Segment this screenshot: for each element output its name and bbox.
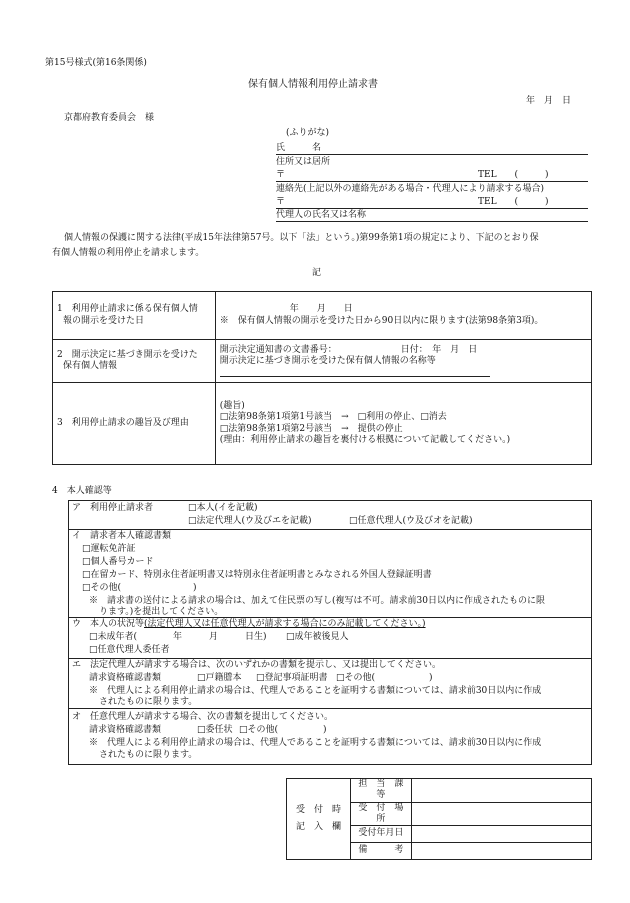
row3-label: 3 利用停止請求の趣旨及び理由 bbox=[53, 383, 216, 465]
row2-name-line[interactable] bbox=[220, 376, 490, 377]
ki-mark: 記 bbox=[312, 268, 322, 278]
section-e bbox=[68, 659, 592, 709]
receipt-row-label: 受付年月日 bbox=[350, 826, 411, 843]
address-line[interactable] bbox=[276, 181, 588, 182]
doc-date-label: 日付： 年 月 日 bbox=[400, 344, 478, 355]
tel-field: TEL ( ) bbox=[478, 170, 549, 180]
row1-label: 1 利用停止請求に係る保有個人情 報の開示を受けた日 bbox=[53, 292, 216, 340]
e-note-1: ※ 代理人による利用停止請求の場合は、代理人であることを証明する書類については、請求前30日以内に作成 bbox=[89, 686, 542, 696]
contact-label: 連絡先(上記以外の連絡先がある場合・代理人により請求する場合) bbox=[276, 184, 545, 194]
agent-name-line[interactable] bbox=[276, 221, 588, 222]
e-note-2: されたものに限ります。 bbox=[99, 697, 198, 707]
name-line[interactable] bbox=[276, 154, 588, 155]
postal-mark: 〒 bbox=[276, 197, 286, 207]
checkbox-voluntary-principal[interactable]: □任意代理人委任者 bbox=[89, 645, 170, 655]
section-u bbox=[68, 618, 592, 659]
purpose-option-2[interactable]: □法第98条第1項第2号該当 → 提供の停止 bbox=[219, 423, 403, 434]
receipt-row-value[interactable] bbox=[411, 826, 591, 843]
checkbox-minor[interactable]: □未成年者( 年 月 日生) bbox=[89, 632, 267, 642]
e-docs-label: 請求資格確認書類 bbox=[89, 673, 162, 683]
row2-label: 2 開示決定に基づき開示を受けた 保有個人情報 bbox=[53, 340, 216, 383]
receipt-row-label: 受 付 場 所 bbox=[350, 802, 411, 826]
receipt-row-value[interactable] bbox=[411, 802, 591, 826]
u-title: ウ 本人の状況等(法定代理人又は任意代理人が請求する場合にのみ記載してください。) bbox=[72, 619, 426, 629]
checkbox-family-register[interactable]: □戸籍謄本 bbox=[197, 673, 242, 683]
table-row bbox=[53, 340, 592, 383]
intro-line-2: 有個人情報の利用停止を請求します。 bbox=[52, 248, 205, 258]
request-date: 年 月 日 bbox=[526, 96, 572, 106]
table-row bbox=[53, 292, 592, 340]
request-detail-table bbox=[52, 291, 592, 465]
row3-value[interactable] bbox=[215, 383, 591, 465]
checkbox-drivers-license[interactable]: □運転免許証 bbox=[82, 544, 136, 554]
receipt-row-label: 担 当 課 等 bbox=[350, 779, 411, 803]
checkbox-voluntary-agent[interactable]: □任意代理人(ウ及びオを記載) bbox=[349, 516, 473, 526]
checkbox-residence-card[interactable]: □在留カード、特別永住者証明書又は特別永住者証明書とみなされる外国人登録証明書 bbox=[82, 570, 432, 580]
row2-docno-line bbox=[220, 345, 591, 356]
tel-field: TEL ( ) bbox=[478, 197, 549, 207]
i-note-2: ります。)を提出してください。 bbox=[99, 607, 224, 617]
o-title: オ 任意代理人が請求する場合、次の書類を提出してください。 bbox=[72, 712, 334, 722]
row1-note: ※ 保有個人情報の開示を受けた日から90日以内に限ります(法第98条第3項)。 bbox=[219, 315, 544, 326]
checkbox-self[interactable]: □本人(イを記載) bbox=[188, 503, 258, 513]
checkbox-legal-agent[interactable]: □法定代理人(ウ及びエを記載) bbox=[188, 516, 312, 526]
o-note-1: ※ 代理人による利用停止請求の場合は、代理人であることを証明する書類については、請求前30日以内に作成 bbox=[89, 738, 542, 748]
i-title: イ 請求者本人確認書類 bbox=[72, 531, 172, 541]
receipt-side-label: 受 付 時 記 入 欄 bbox=[287, 779, 351, 860]
section-a bbox=[68, 500, 592, 530]
receipt-row-value[interactable] bbox=[411, 779, 591, 803]
purpose-option-1[interactable]: □法第98条第1項第1号該当 → □利用の停止、□消去 bbox=[219, 412, 447, 423]
purpose-heading: (趣旨) bbox=[219, 401, 245, 411]
postal-mark: 〒 bbox=[276, 170, 286, 180]
checkbox-my-number-card[interactable]: □個人番号カード bbox=[82, 557, 154, 567]
checkbox-other-voluntary[interactable]: □その他( ) bbox=[239, 725, 327, 735]
table-row bbox=[53, 383, 592, 465]
section-i bbox=[68, 530, 592, 618]
disclosure-date[interactable]: 年 月 日 bbox=[289, 304, 353, 315]
row2-name-label: 開示決定に基づき開示を受けた保有個人情報の名称等 bbox=[219, 356, 436, 366]
section-o bbox=[68, 709, 592, 765]
table-row bbox=[287, 779, 592, 803]
agent-name-label: 代理人の氏名又は名称 bbox=[276, 210, 367, 220]
checkbox-registry-certificate[interactable]: □登記事項証明書 bbox=[256, 673, 328, 683]
e-title: エ 法定代理人が請求する場合は、次のいずれかの書類を提示し、又は提出してください。 bbox=[72, 660, 442, 670]
address-label: 住所又は居所 bbox=[276, 157, 331, 167]
checkbox-other-legal[interactable]: □その他( ) bbox=[336, 673, 433, 683]
addressee: 京都府教育委員会 様 bbox=[64, 113, 155, 123]
row1-value[interactable] bbox=[215, 292, 591, 340]
reason-note: (理由：利用停止請求の趣旨を裏付ける根拠について記載してください。) bbox=[219, 434, 511, 445]
o-note-2: されたものに限ります。 bbox=[99, 750, 198, 760]
i-note-1: ※ 請求書の送付による請求の場合は、加えて住民票の写し(複写は不可。請求前30日以内に作成されたものに限 bbox=[89, 596, 545, 606]
doc-number-label: 開示決定通知書の文書番号： bbox=[219, 344, 337, 355]
receipt-table bbox=[286, 778, 592, 860]
checkbox-adult-ward[interactable]: □成年被後見人 bbox=[286, 632, 349, 642]
row2-value[interactable] bbox=[215, 340, 591, 383]
form-number: 第15号様式(第16条関係) bbox=[45, 58, 147, 68]
checkbox-power-of-attorney[interactable]: □委任状 bbox=[197, 725, 233, 735]
intro-line-1: 個人情報の保護に関する法律(平成15年法律第57号。以下「法」という。)第99条第1項の規定により、下記のとおり保 bbox=[64, 233, 539, 243]
furigana-label: (ふりがな) bbox=[286, 128, 330, 138]
o-docs-label: 請求資格確認書類 bbox=[89, 725, 162, 735]
receipt-row-label: 備 考 bbox=[350, 843, 411, 860]
a-label: ア 利用停止請求者 bbox=[72, 503, 154, 513]
form-title: 保有個人情報利用停止請求書 bbox=[248, 79, 378, 90]
receipt-row-value[interactable] bbox=[411, 843, 591, 860]
contact-line[interactable] bbox=[276, 208, 588, 209]
identity-heading: 4 本人確認等 bbox=[52, 486, 112, 496]
name-label: 氏 名 bbox=[276, 143, 322, 153]
checkbox-other-id[interactable]: □その他( ) bbox=[82, 583, 197, 593]
